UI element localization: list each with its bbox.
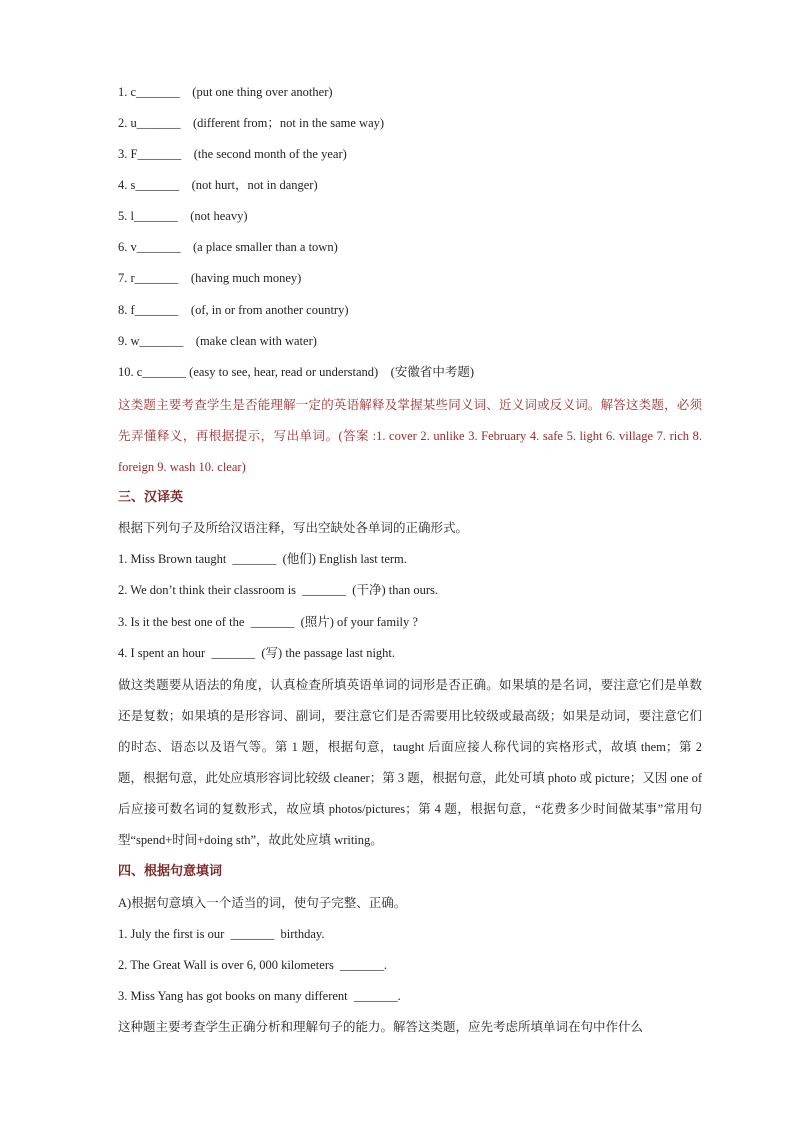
vocab-item-1: 1. c_______ (put one thing over another) (118, 85, 333, 99)
section4-explanation (90, 1012, 702, 1043)
vocab-item-2: 2. u_______ (different from；not in the same way) (118, 116, 385, 130)
translation-item-1: 1. Miss Brown taught _______ (他们) English last term. (118, 552, 407, 566)
section4-explanation-text: 这种题主要考查学生正确分析和理解句子的能力。解答这类题，应先考虑所填单词在句中作什么 (118, 1020, 644, 1034)
section2-explanation-text: 这类题主要考查学生是否能理解一定的英语解释及掌握某些同义词、近义词或反义词。解答这类题，必须先弄懂释义，再根据提示，写出单词。(答案 :1. cover 2. unlike 3. February 4. safe 5. light 6. village 7. rich 8. foreign 9. wash 10. clear) (118, 398, 702, 474)
vocab-item-7: 7. r_______ (having much money) (118, 271, 302, 285)
section3-explanation-text: 做这类题要从语法的角度，认真检查所填英语单词的词形是否正确。如果填的是名词，要注意它们是单数还是复数；如果填的是形容词、副词，要注意它们是否需要用比较级或最高级；如果是动词，要注意它们的时态、语态以及语气等。第 1 题，根据句意，taught 后面应接人称代词的宾格形式，故填 them；第 2 题，根据句意，此处应填形容词比较级 cleaner；第 3 题，根据句意，此处可填 photo 或 picture；又因 one of 后应接可数名词的复数形式，故应填 photos/pictures；第 4 题，根据句意，“花费多少时间做某事”常用句型“spend+时间+doing sth”，故此处应填 writing。 (118, 678, 702, 847)
fill-item-2: 2. The Great Wall is over 6, 000 kilometers _______. (118, 958, 387, 972)
vocab-item-5: 5. l_______ (not heavy) (118, 209, 248, 223)
section3-heading: 三、汉译英 (118, 489, 184, 504)
section3-explanation (90, 670, 702, 856)
section2-explanation (90, 390, 702, 483)
translation-item-2: 2. We don’t think their classroom is _______ (干净) than ours. (118, 583, 439, 597)
vocab-item-10: 10. c_______ (easy to see, hear, read or understand) (安徽省中考题) (118, 365, 474, 379)
translation-item-4: 4. I spent an hour _______ (写) the passage last night. (118, 646, 396, 660)
vocab-item-6: 6. v_______ (a place smaller than a town) (118, 240, 338, 254)
section4-instruction: A)根据句意填入一个适当的词，使句子完整、正确。 (118, 896, 407, 910)
section4-heading: 四、根据句意填词 (118, 863, 223, 878)
translation-item-3: 3. Is it the best one of the _______ (照片) of your family ? (118, 615, 418, 629)
fill-item-3: 3. Miss Yang has got books on many different _______. (118, 989, 401, 1003)
vocab-item-9: 9. w_______ (make clean with water) (118, 334, 317, 348)
vocab-item-8: 8. f_______ (of, in or from another country) (118, 303, 349, 317)
section3-instruction: 根据下列句子及所给汉语注释，写出空缺处各单词的正确形式。 (118, 521, 469, 535)
vocab-item-3: 3. F_______ (the second month of the year) (118, 147, 347, 161)
vocab-item-4: 4. s_______ (not hurt，not in danger) (118, 178, 318, 192)
fill-item-1: 1. July the first is our _______ birthday. (118, 927, 325, 941)
